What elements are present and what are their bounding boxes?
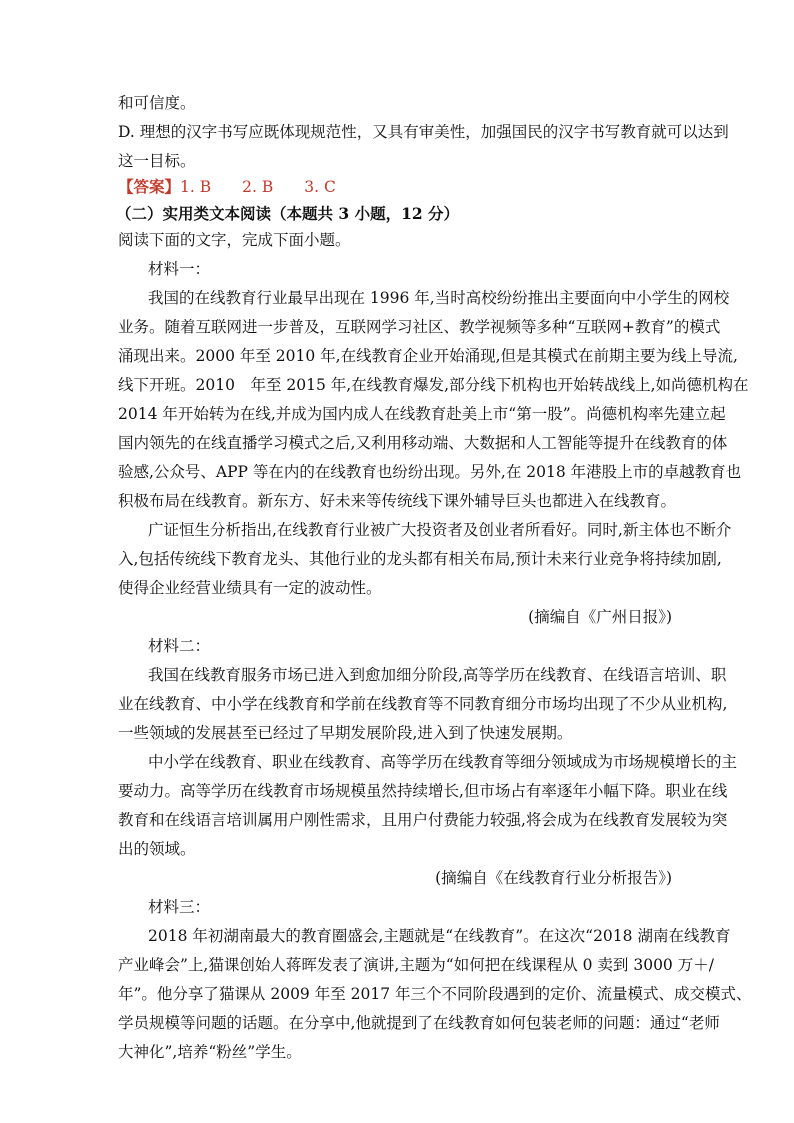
material-2-para-1-line: 业在线教育、中小学在线教育和学前在线教育等不同教育细分市场均出现了不少从业机构, — [118, 695, 728, 713]
material-2-para-2-line: 要动力。高等学历在线教育市场规模虽然持续增长,但市场占有率逐年小幅下降。职业在线 — [118, 782, 728, 800]
answer-line — [118, 177, 336, 197]
material-3-para-1-line: 产业峰会”上,猫课创始人蒋晖发表了演讲,主题为“如何把在线课程从 0 卖到 3000 万＋/ — [118, 956, 714, 974]
section-instruction: 阅读下面的文字，完成下面小题。 — [118, 231, 351, 249]
material-3-para-1-line: 2018 年初湖南最大的教育圈盛会,主题就是“在线教育”。在这次“2018 湖南在线教育 — [148, 927, 731, 945]
material-1-para-1-line: 2014 年开始转为在线,并成为国内成人在线教育赴美上市“第一股”。尚德机构率先建立起 — [118, 405, 726, 423]
material-2-para-2-line: 出的领域。 — [118, 840, 196, 858]
material-3-para-1-line: 学员规模等问题的话题。在分享中,他就提到了在线教育如何包装老师的问题：通过“老师 — [118, 1014, 720, 1032]
material-1-para-1-line: 线下开班。2010 年至 2015 年,在线教育爆发,部分线下机构也开始转战线上,如尚德机构在 — [118, 376, 749, 394]
material-1-para-1-line: 验感,公众号、APP 等在内的在线教育也纷纷出现。另外,在 2018 年港股上市的卓越教育也 — [118, 463, 742, 481]
material-1-para-1-line: 我国的在线教育行业最早出现在 1996 年,当时高校纷纷推出主要面向中小学生的网校 — [148, 289, 730, 307]
option-d-line-2: 这一目标。 — [118, 152, 196, 170]
material-1-para-1-line: 积极布局在线教育。新东方、好未来等传统线下课外辅导巨头也都进入在线教育。 — [118, 492, 677, 510]
answer-tag: 【答案】 — [118, 177, 181, 196]
material-2-source: (摘编自《在线教育行业分析报告》) — [435, 869, 672, 887]
material-2-para-2-line: 教育和在线语言培训属用户刚性需求，且用户付费能力较强,将会成为在线教育发展较为突 — [118, 811, 728, 829]
material-3-para-1-line: 大神化”,培养“粉丝”学生。 — [118, 1043, 302, 1061]
option-d-line-1: D. 理想的汉字书写应既体现规范性，又具有审美性，加强国民的汉字书写教育就可以达到 — [118, 123, 729, 141]
material-1-para-2-line: 广证恒生分析指出,在线教育行业被广大投资者及创业者所看好。同时,新主体也不断介 — [148, 521, 732, 539]
material-3-para-1-line: 年”。他分享了猫课从 2009 年至 2017 年三个不同阶段遇到的定价、流量模式、成交模式、 — [118, 985, 752, 1003]
material-1-para-1-line: 涌现出来。2000 年至 2010 年,在线教育企业开始涌现,但是其模式在前期主要为线上导流, — [118, 347, 738, 365]
material-2-label: 材料二： — [148, 637, 211, 655]
material-3-label: 材料三： — [148, 898, 211, 916]
material-2-para-1-line: 一些领域的发展甚至已经过了早期发展阶段,进入到了快速发展期。 — [118, 724, 573, 742]
continuation-line: 和可信度。 — [118, 94, 196, 112]
material-1-para-2-line: 使得企业经营业绩具有一定的波动性。 — [118, 579, 382, 597]
material-1-para-1-line: 国内领先的在线直播学习模式之后,又利用移动端、大数据和人工智能等提升在线教育的体 — [118, 434, 728, 452]
material-2-para-2-line: 中小学在线教育、职业在线教育、高等学历在线教育等细分领域成为市场规模增长的主 — [148, 753, 738, 771]
section-heading: （二）实用类文本阅读（本题共 3 小题，12 分） — [116, 204, 460, 223]
material-1-source: (摘编自《广州日报》) — [528, 608, 672, 626]
material-2-para-1-line: 我国在线教育服务市场已进入到愈加细分阶段,高等学历在线教育、在线语言培训、职 — [148, 666, 727, 684]
material-1-para-2-line: 入,包括传统线下教育龙头、其他行业的龙头都有相关布局,预计未来行业竞争将持续加剧, — [118, 550, 722, 568]
material-1-para-1-line: 业务。随着互联网进一步普及，互联网学习社区、教学视频等多种“互联网+教育”的模式 — [118, 318, 721, 336]
material-1-label: 材料一： — [148, 260, 211, 278]
answer-text: 1. B 2. B 3. C — [180, 178, 336, 196]
